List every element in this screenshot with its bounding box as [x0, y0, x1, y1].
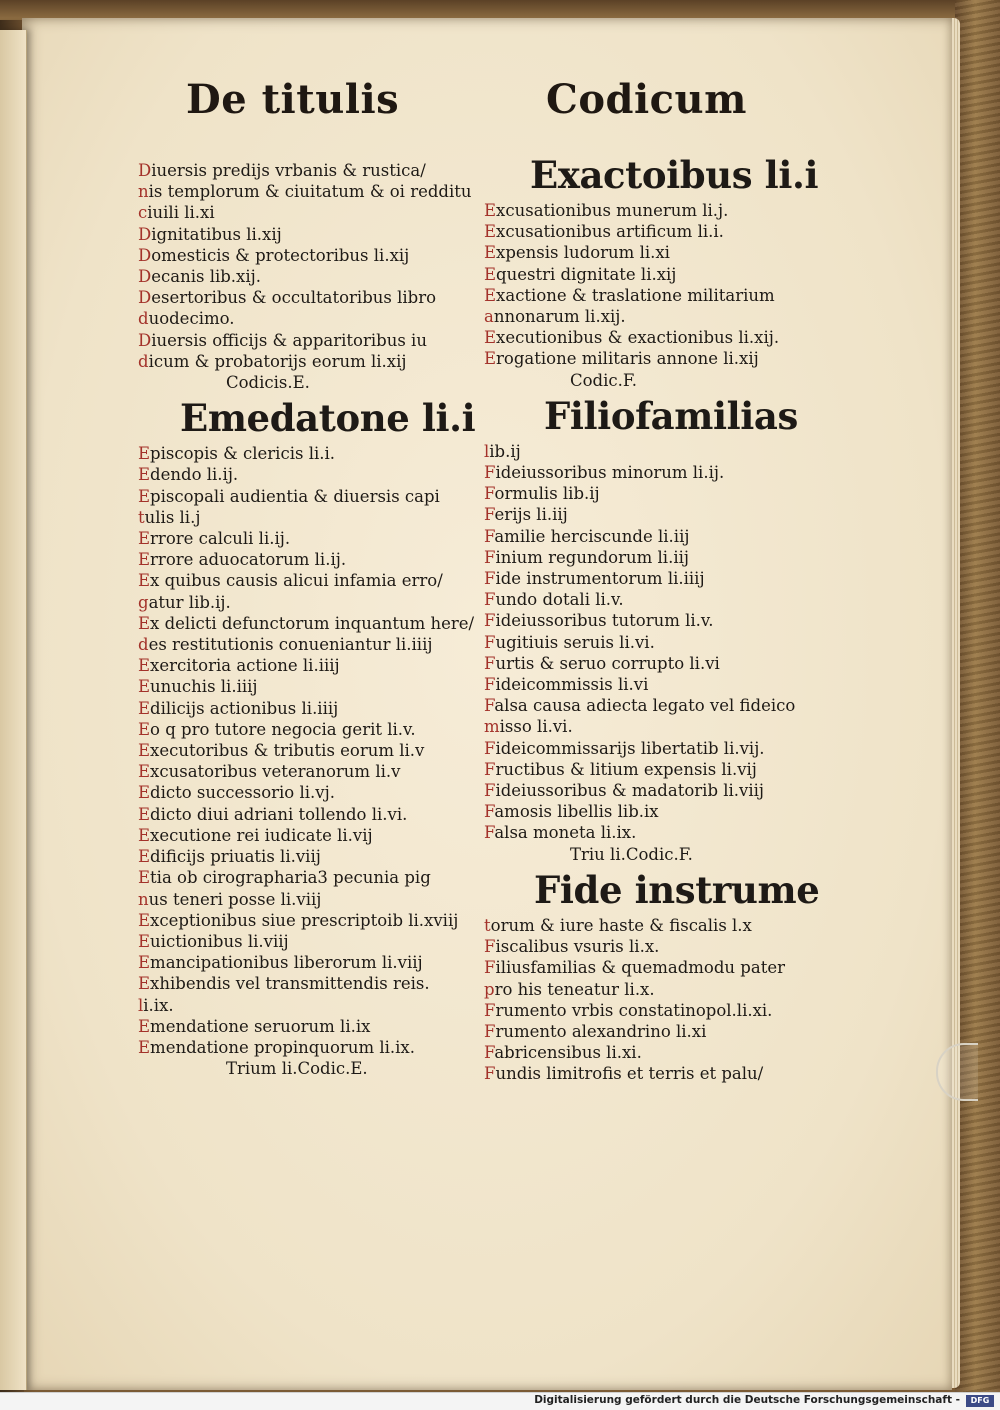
- index-line: Emendatione propinquorum li.ix.: [138, 1037, 415, 1057]
- previous-leaf: [0, 30, 27, 1390]
- index-line: Frumento vrbis constatinopol.li.xi.: [484, 1000, 773, 1020]
- index-line: Ex delicti defunctorum inquantum here/: [138, 613, 475, 633]
- book-cover-right: [955, 0, 1000, 1392]
- index-line: Exercitoria actione li.iiij: [138, 656, 340, 676]
- index-line: Diuersis predijs vrbanis & rustica/: [138, 161, 426, 180]
- index-line: Fundis limitrofis et terris et palu/: [484, 1064, 764, 1084]
- index-line: Emancipationibus liberorum li.viij: [138, 953, 423, 973]
- footer-credit: Digitalisierung gefördert durch die Deutsche Forschungsgemeinschaft -: [534, 1394, 960, 1406]
- index-line: lib.ij: [484, 441, 521, 461]
- index-line: Excusatoribus veteranorum li.v: [138, 762, 401, 782]
- section-end-marker: Trium li.Codic.E.: [226, 1059, 368, 1079]
- index-line: Ferijs li.iij: [484, 505, 568, 525]
- index-line: gatur lib.ij.: [138, 592, 231, 612]
- index-line: dicum & probatorijs eorum li.xij: [138, 351, 407, 371]
- index-line: Fideiussoribus tutorum li.v.: [484, 611, 714, 631]
- index-line: Fideiussoribus & madatorib li.viij: [484, 781, 765, 801]
- index-line: ciuili li.xi: [138, 203, 215, 223]
- index-line: Episcopis & clericis li.i.: [138, 444, 336, 464]
- dfg-logo: DFG: [966, 1395, 994, 1407]
- index-line: Furtis & seruo corrupto li.vi: [484, 653, 720, 673]
- section-title: Emedatone li.i: [180, 396, 476, 441]
- index-line: Exhibendis vel transmittendis reis.: [138, 974, 430, 994]
- index-line: Erogatione militaris annone li.xij: [484, 349, 759, 369]
- section-end-marker: Codicis.E.: [226, 373, 310, 393]
- index-line: Excusationibus munerum li.j.: [484, 201, 729, 220]
- index-line: Finium regundorum li.iij: [484, 547, 689, 567]
- index-line: nis templorum & ciuitatum & oi redditu: [138, 182, 472, 202]
- index-line: Fugitiuis seruis li.vi.: [484, 632, 655, 652]
- index-line: Falsa moneta li.ix.: [484, 823, 637, 843]
- index-line: Desertoribus & occultatoribus libro: [138, 288, 437, 308]
- index-line: Errore aduocatorum li.ij.: [138, 550, 347, 570]
- index-line: Falsa causa adiecta legato vel fideico: [484, 696, 796, 716]
- index-line: Domesticis & protectoribus li.xij: [138, 245, 410, 265]
- index-line: li.ix.: [138, 995, 174, 1015]
- index-line: Fideiussoribus minorum li.ij.: [484, 463, 725, 483]
- index-line: Fideicommissis li.vi: [484, 675, 649, 695]
- left-column: [138, 160, 476, 1079]
- index-line: Executione rei iudicate li.vij: [138, 825, 373, 845]
- index-line: Executionibus & exactionibus li.xij.: [484, 328, 780, 348]
- index-line: Edicto successorio li.vj.: [138, 783, 335, 803]
- index-line: misso li.vi.: [484, 717, 573, 737]
- index-line: Equestri dignitate li.xij: [484, 264, 677, 284]
- index-line: Exactione & traslatione militarium: [484, 285, 775, 305]
- digitization-footer: [0, 1392, 1000, 1410]
- index-line: Emendatione seruorum li.ix: [138, 1016, 371, 1036]
- index-line: Familie herciscunde li.iij: [484, 526, 690, 546]
- index-line: Fructibus & litium expensis li.vij: [484, 759, 757, 779]
- index-line: Fundo dotali li.v.: [484, 590, 624, 610]
- right-column: [484, 150, 820, 1085]
- index-line: Exceptionibus siue prescriptoib li.xviij: [138, 910, 459, 930]
- index-line: Expensis ludorum li.xi: [484, 243, 670, 263]
- index-line: Ex quibus causis alicui infamia erro/: [138, 571, 443, 591]
- index-line: nus teneri posse li.viij: [138, 889, 322, 909]
- index-line: des restitutionis conueniantur li.iiij: [138, 635, 433, 655]
- index-line: Famosis libellis lib.ix: [484, 802, 659, 822]
- index-line: duodecimo.: [138, 309, 235, 329]
- index-line: Filiusfamilias & quemadmodu pater: [484, 958, 785, 978]
- index-line: Fiscalibus vsuris li.x.: [484, 937, 660, 957]
- section-end-marker: Triu li.Codic.F.: [570, 844, 693, 864]
- section-title: Exactoibus li.i: [530, 153, 819, 197]
- index-line: torum & iure haste & fiscalis l.x: [484, 915, 752, 935]
- index-line: Eunuchis li.iiij: [138, 677, 258, 697]
- index-line: Fide instrumentorum li.iiij: [484, 569, 705, 589]
- index-line: Edilicijs actionibus li.iiij: [138, 698, 339, 718]
- index-line: Dignitatibus li.xij: [138, 224, 282, 244]
- index-line: Edificijs priuatis li.viij: [138, 847, 321, 867]
- section-title: Filiofamilias: [544, 393, 798, 438]
- index-line: Executoribus & tributis eorum li.v: [138, 741, 425, 761]
- index-line: Excusationibus artificum li.i.: [484, 222, 724, 242]
- index-line: Decanis lib.xij.: [138, 267, 261, 287]
- index-line: Fabricensibus li.xi.: [484, 1043, 642, 1063]
- index-line: tulis li.j: [138, 507, 201, 527]
- index-line: Frumento alexandrino li.xi: [484, 1021, 707, 1041]
- index-line: Edicto diui adriani tollendo li.vi.: [138, 804, 408, 824]
- index-line: Etia ob cirographaria3 pecunia pig: [138, 868, 431, 888]
- header-left-title: De titulis: [186, 76, 400, 123]
- header-right-title: Codicum: [546, 76, 747, 123]
- index-line: Euictionibus li.viij: [138, 931, 289, 951]
- index-line: Formulis lib.ij: [484, 484, 600, 504]
- section-title: Fide instrume: [534, 867, 820, 912]
- index-line: Episcopali audientia & diuersis capi: [138, 486, 440, 506]
- index-line: pro his teneatur li.x.: [484, 979, 655, 999]
- index-line: annonarum li.xij.: [484, 307, 626, 327]
- index-line: Errore calculi li.ij.: [138, 529, 291, 549]
- index-line: Fideicommissarijs libertatib li.vij.: [484, 738, 765, 758]
- section-end-marker: Codic.F.: [570, 370, 638, 390]
- index-line: Edendo li.ij.: [138, 465, 239, 485]
- index-line: Diuersis officijs & apparitoribus iu: [138, 330, 427, 350]
- index-line: Eo q pro tutore negocia gerit li.v.: [138, 719, 416, 739]
